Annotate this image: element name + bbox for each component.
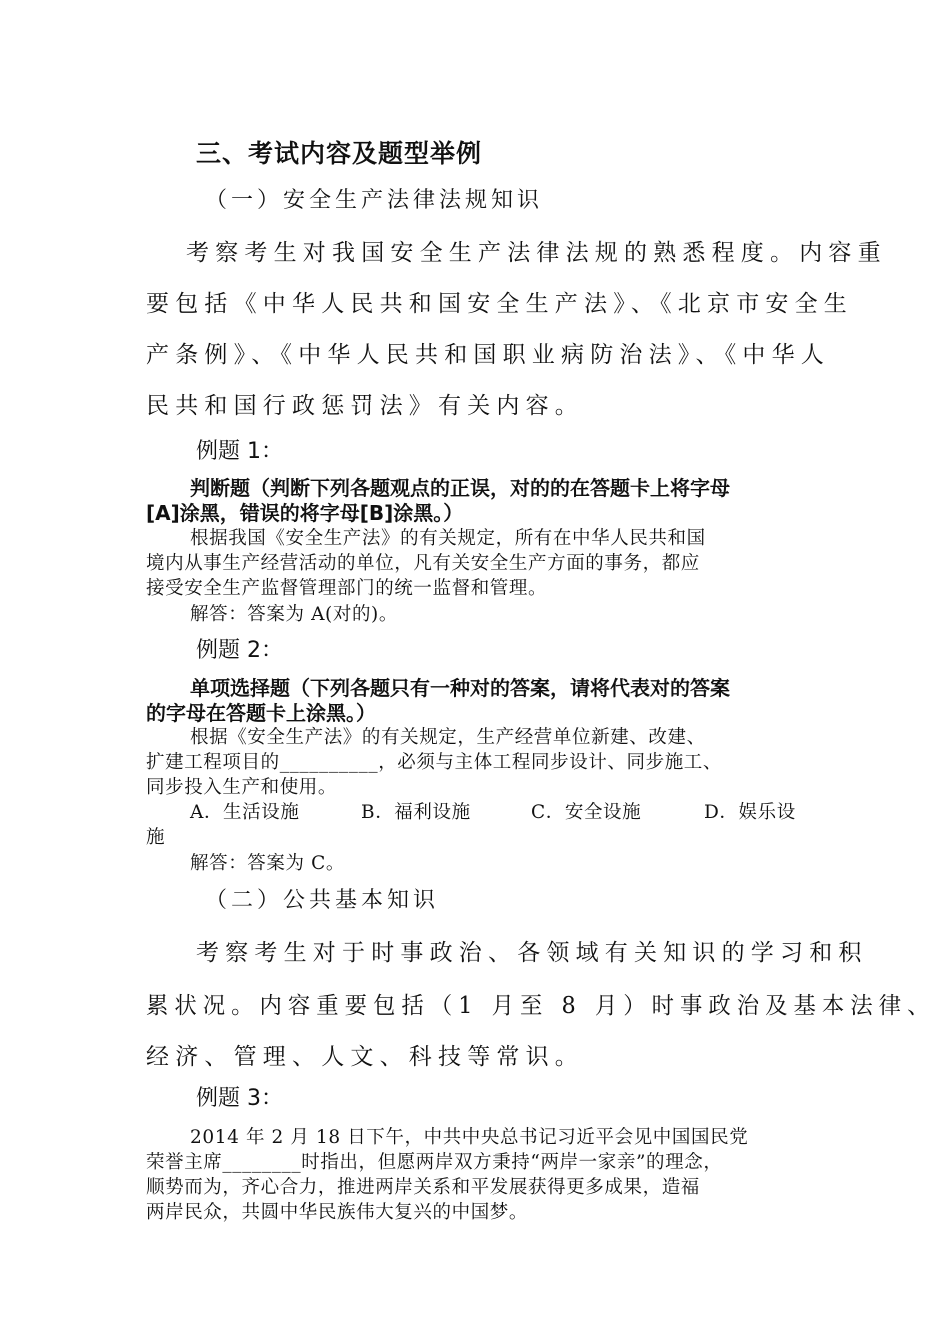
- example2-type-line-1: 单项选择题（下列各题只有一种对的答案，请将代表对的答案: [190, 676, 730, 700]
- part1-intro-line-3: 产条例》、《中华人民共和国职业病防治法》、《中华人: [146, 342, 830, 368]
- example1-question-line-1: 根据我国《安全生产法》的有关规定，所有在中华人民共和国: [190, 528, 706, 549]
- part1-heading: （一）安全生产法律法规知识: [205, 188, 544, 213]
- example2-question-line-3: 同步投入生产和使用。: [146, 777, 338, 798]
- example2-question-line-1: 根据《安全生产法》的有关规定，生产经营单位新建、改建、: [190, 727, 706, 748]
- example3-question-line-2: 荣誉主席________时指出，但愿两岸双方秉持“两岸一家亲”的理念，: [146, 1152, 723, 1173]
- example3-label: 例题 3：: [196, 1086, 283, 1111]
- example2-option-a: A．生活设施: [190, 802, 300, 823]
- example1-question-line-2: 境内从事生产经营活动的单位，凡有关安全生产方面的事务，都应: [146, 553, 700, 574]
- example3-question-line-1: 2014 年 2 月 18 日下午，中共中央总书记习近平会见中国国民党: [190, 1127, 749, 1148]
- example2-option-d-wrap: 施: [146, 827, 166, 848]
- example2-label: 例题 2：: [196, 638, 283, 663]
- part1-intro-line-1: 考察考生对我国安全生产法律法规的熟悉程度。内容重: [186, 240, 887, 266]
- part2-heading: （二）公共基本知识: [205, 888, 440, 913]
- example2-type-line-2: 的字母在答题卡上涂黑。）: [146, 701, 376, 725]
- part2-intro-line-1: 考察考生对于时事政治、各领域有关知识的学习和积: [196, 940, 868, 966]
- example2-option-b: B．福利设施: [361, 802, 471, 823]
- example2-answer: 解答：答案为 C。: [190, 853, 345, 874]
- example1-label: 例题 1：: [196, 439, 283, 464]
- example3-question-line-3: 顺势而为，齐心合力，推进两岸关系和平发展获得更多成果，造福: [146, 1177, 700, 1198]
- section-title: 三、考试内容及题型举例: [196, 139, 483, 168]
- example2-option-d: D．娱乐设: [704, 802, 796, 823]
- example1-type-line-1: 判断题（判断下列各题观点的正误，对的的在答题卡上将字母: [190, 476, 730, 500]
- part1-intro-line-4: 民共和国行政惩罚法》有关内容。: [146, 393, 584, 419]
- example1-type-line-2: [A]涂黑，错误的将字母[B]涂黑。）: [146, 501, 464, 525]
- example2-question-line-2: 扩建工程项目的__________，必须与主体工程同步设计、同步施工、: [146, 752, 723, 773]
- part2-intro-line-2: 累状况。内容重要包括（1 月至 8 月）时事政治及基本法律、: [146, 993, 936, 1019]
- part1-intro-line-2: 要包括《中华人民共和国安全生产法》、《北京市安全生: [146, 291, 853, 317]
- part2-intro-line-3: 经济、管理、人文、科技等常识。: [146, 1044, 584, 1070]
- example2-option-c: C．安全设施: [531, 802, 642, 823]
- example1-answer: 解答：答案为 A(对的)。: [190, 604, 398, 625]
- example1-question-line-3: 接受安全生产监督管理部门的统一监督和管理。: [146, 578, 548, 599]
- example3-question-line-4: 两岸民众，共圆中华民族伟大复兴的中国梦。: [146, 1202, 529, 1223]
